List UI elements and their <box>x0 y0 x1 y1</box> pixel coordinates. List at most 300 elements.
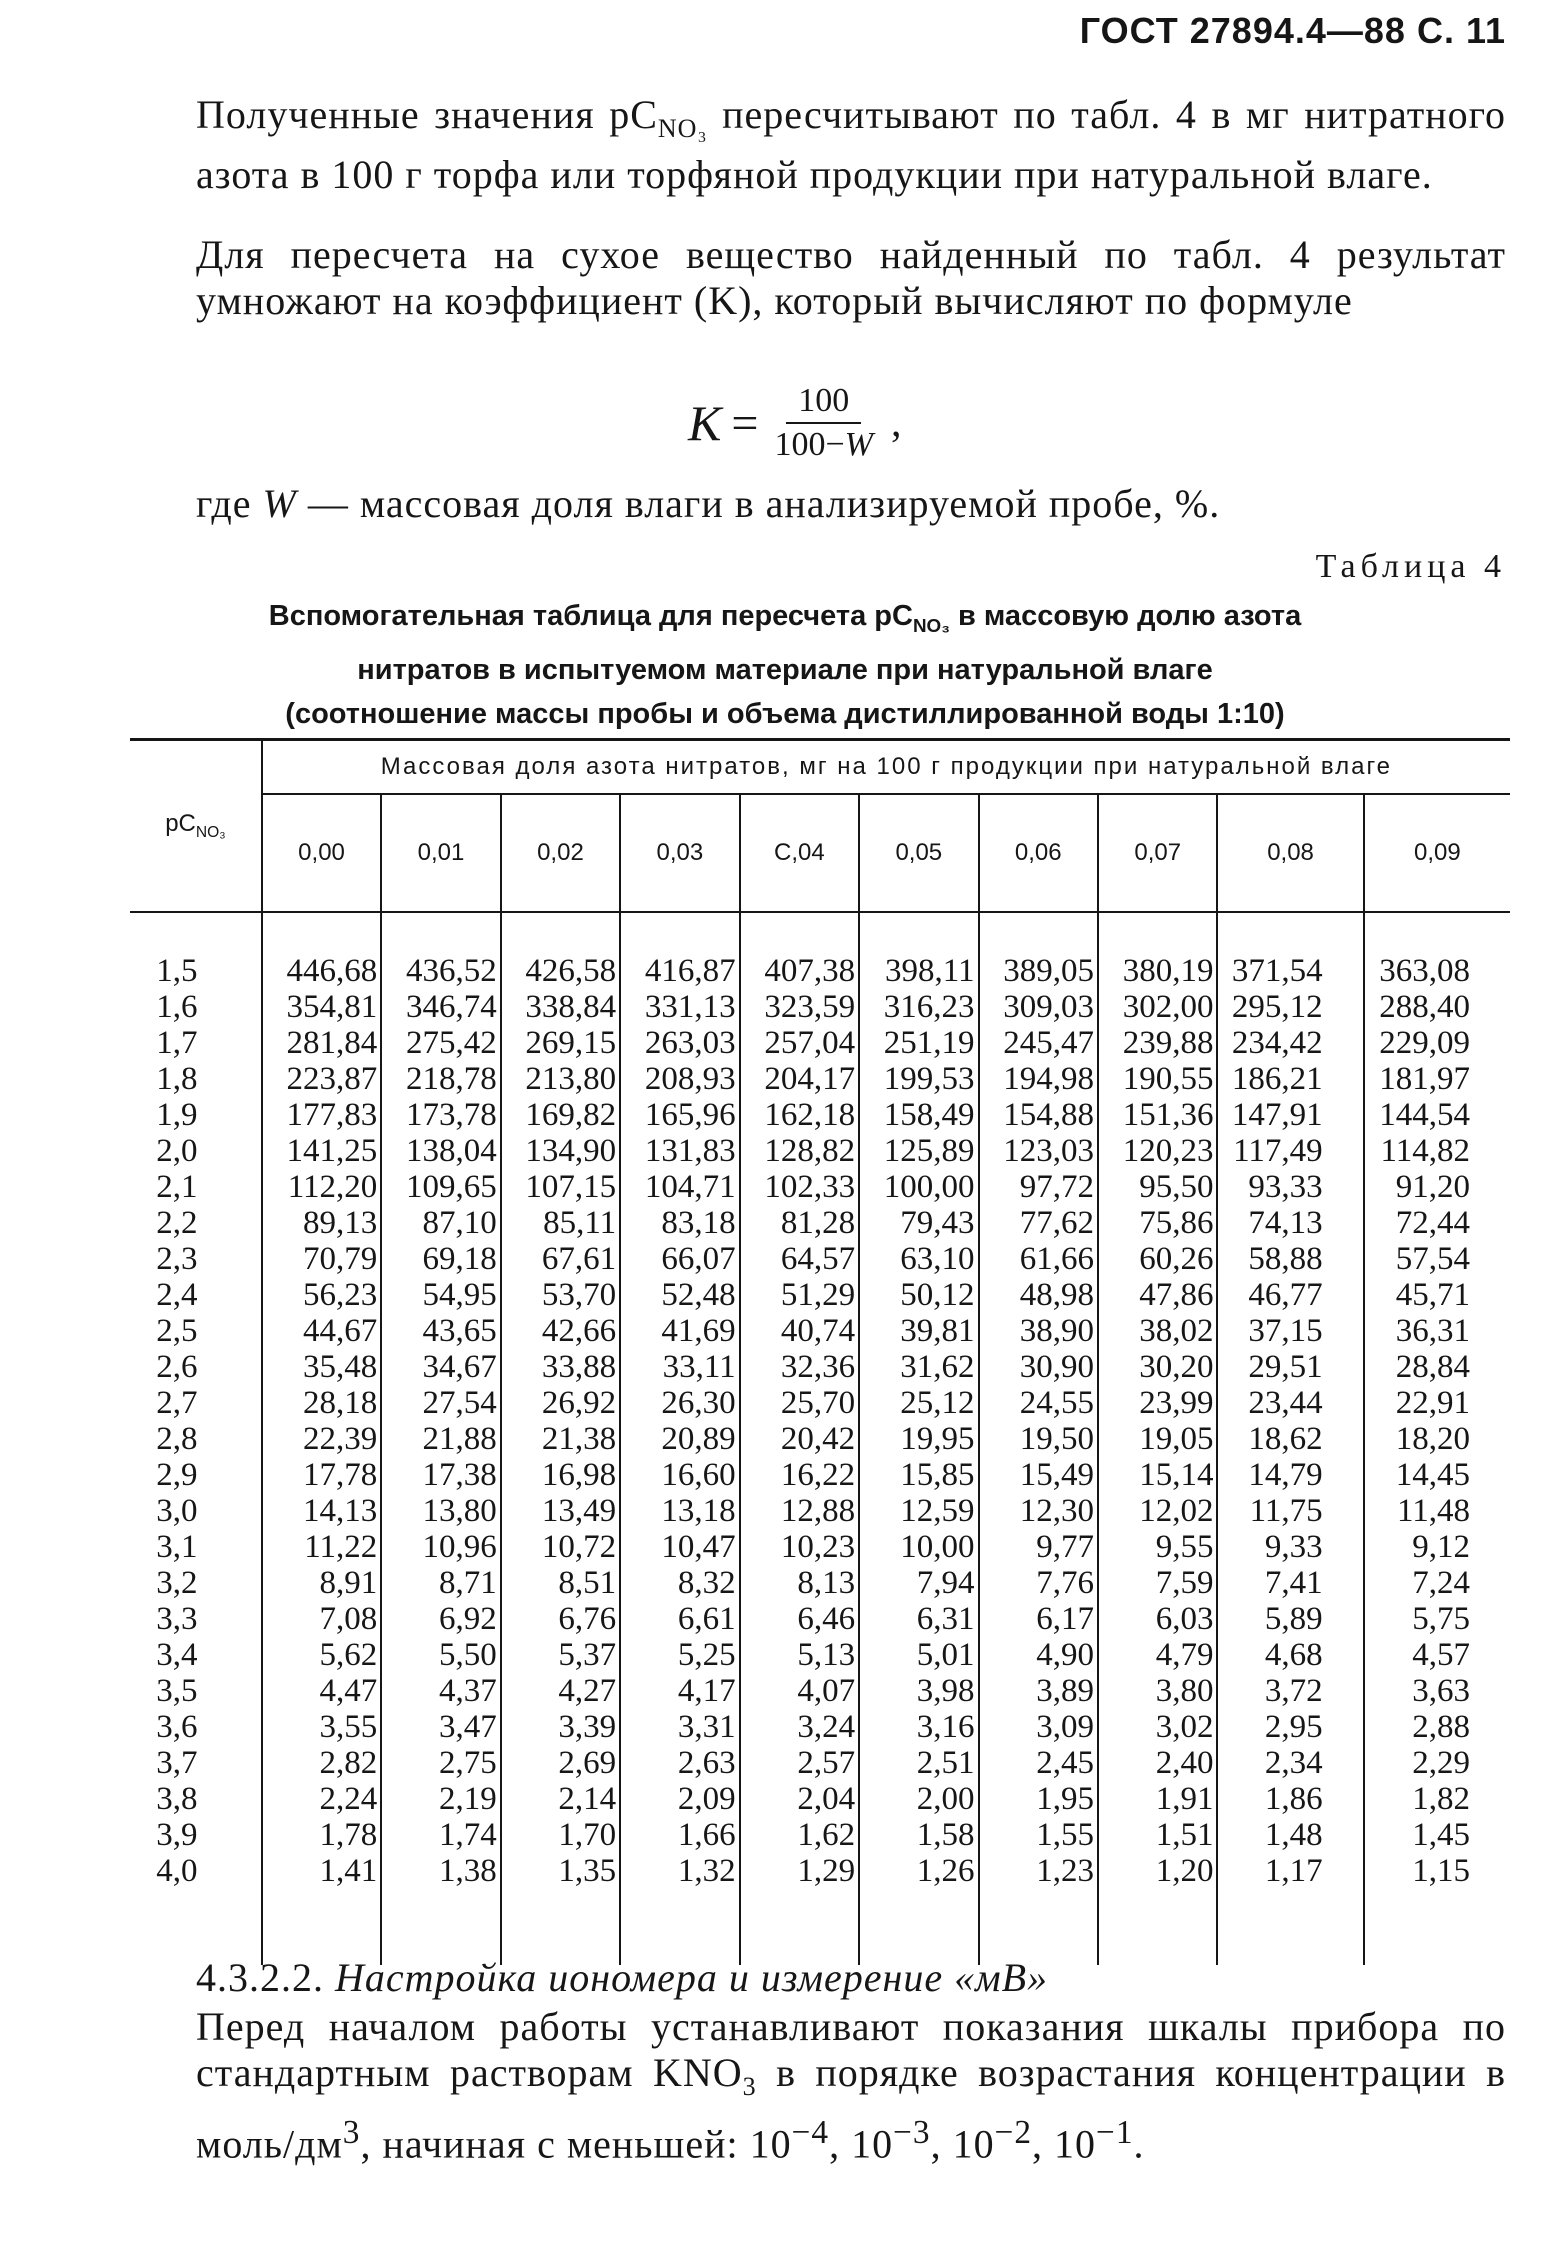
paragraph-text: Перед началом работы устанавливают показания шкалы прибора по стандартным растворам KNO <box>196 2004 1506 2095</box>
table-cell: 61,66 <box>979 1241 1098 1277</box>
table-cell: 2,75 <box>381 1745 500 1781</box>
table-cell: 39,81 <box>859 1313 978 1349</box>
table-row <box>130 1457 1510 1493</box>
table-row <box>130 1637 1510 1673</box>
caption-line-2: нитратов в испытуемом материале при натуральной влаге <box>357 653 1213 686</box>
table-cell: 3,98 <box>859 1673 978 1709</box>
table-cell: 11,48 <box>1364 1493 1510 1529</box>
row-label-pc: 2,6 <box>156 1349 198 1385</box>
table-cell: 7,08 <box>262 1601 381 1637</box>
table-row <box>130 1673 1510 1709</box>
table-cell: 4,07 <box>740 1673 859 1709</box>
table-cell: 158,49 <box>859 1097 978 1133</box>
table-cell: 7,59 <box>1098 1565 1217 1601</box>
table-cell: 18,62 <box>1217 1421 1363 1457</box>
table-cell: 100,00 <box>859 1169 978 1205</box>
table-cell: 93,33 <box>1217 1169 1363 1205</box>
table-cell: 4,17 <box>620 1673 739 1709</box>
table-cell: 190,55 <box>1098 1061 1217 1097</box>
table-cell: 23,44 <box>1217 1385 1363 1421</box>
table-cell: 3,02 <box>1098 1709 1217 1745</box>
table-cell: 52,48 <box>620 1277 739 1313</box>
table-cell: 10,47 <box>620 1529 739 1565</box>
table-cell: 2,29 <box>1364 1745 1510 1781</box>
table-spacer-cell <box>1217 1889 1363 1965</box>
table-cell: 1,20 <box>1098 1853 1217 1889</box>
table-cell: 8,13 <box>740 1565 859 1601</box>
table-cell: 15,49 <box>979 1457 1098 1493</box>
table-cell: 16,22 <box>740 1457 859 1493</box>
table-cell: 16,60 <box>620 1457 739 1493</box>
table-cell: 389,05 <box>979 953 1098 989</box>
table-cell: 91,20 <box>1364 1169 1510 1205</box>
table-cell: 11,22 <box>262 1529 381 1565</box>
table-cell: 141,25 <box>262 1133 381 1169</box>
row-label-pc: 1,5 <box>156 953 198 989</box>
table-cell: 3,72 <box>1217 1673 1363 1709</box>
table-cell: 120,23 <box>1098 1133 1217 1169</box>
table-cell: 426,58 <box>501 953 620 989</box>
table-cell: 4,47 <box>262 1673 381 1709</box>
table-cell: 1,51 <box>1098 1817 1217 1853</box>
table-cell: 245,47 <box>979 1025 1098 1061</box>
table-cell: 19,50 <box>979 1421 1098 1457</box>
table-cell: 14,79 <box>1217 1457 1363 1493</box>
table-cell: 1,45 <box>1364 1817 1510 1853</box>
table-cell: 1,38 <box>381 1853 500 1889</box>
table-row <box>130 1781 1510 1817</box>
table-cell: 131,83 <box>620 1133 739 1169</box>
table-cell: 27,54 <box>381 1385 500 1421</box>
table-cell: 20,42 <box>740 1421 859 1457</box>
table-cell: 1,48 <box>1217 1817 1363 1853</box>
exponent: −4 <box>791 2114 830 2151</box>
table-cell: 19,05 <box>1098 1421 1217 1457</box>
table-cell: 147,91 <box>1217 1097 1363 1133</box>
table-spacer-cell <box>1364 912 1510 953</box>
column-header: 0,08 <box>1217 794 1363 912</box>
row-label-pc: 1,8 <box>156 1061 198 1097</box>
table-cell: 56,23 <box>262 1277 381 1313</box>
row-header-pc <box>130 740 262 913</box>
table-cell: 204,17 <box>740 1061 859 1097</box>
table-cell: 81,28 <box>740 1205 859 1241</box>
table-cell: 223,87 <box>262 1061 381 1097</box>
paragraph-text: , 10 <box>1032 2121 1097 2167</box>
table-cell: 8,51 <box>501 1565 620 1601</box>
table-row <box>130 989 1510 1025</box>
table-cell: 134,90 <box>501 1133 620 1169</box>
column-header: 0,03 <box>620 794 739 912</box>
table-cell: 6,46 <box>740 1601 859 1637</box>
table-cell: 53,70 <box>501 1277 620 1313</box>
table-cell: 15,85 <box>859 1457 978 1493</box>
table-cell: 371,54 <box>1217 953 1363 989</box>
table-cell: 23,99 <box>1098 1385 1217 1421</box>
column-header-row <box>130 794 1510 912</box>
table-cell: 13,80 <box>381 1493 500 1529</box>
caption-text: Вспомогательная таблица для пересчета pC <box>268 600 913 632</box>
table-row <box>130 1025 1510 1061</box>
table-body <box>130 912 1510 1965</box>
formula-equals: = <box>731 396 759 450</box>
row-label-pc: 2,1 <box>156 1169 198 1205</box>
table-cell: 35,48 <box>262 1349 381 1385</box>
table-cell: 309,03 <box>979 989 1098 1025</box>
subscript-3: 3 <box>742 2072 757 2101</box>
row-header-text: pC <box>165 810 196 838</box>
table-cell: 199,53 <box>859 1061 978 1097</box>
table-row <box>130 1601 1510 1637</box>
paragraph-text: в порядке возрастания концентрации в моль/дм <box>196 2050 1506 2167</box>
table-cell: 5,89 <box>1217 1601 1363 1637</box>
table-cell: 5,13 <box>740 1637 859 1673</box>
table-cell: 269,15 <box>501 1025 620 1061</box>
row-label-pc: 3,0 <box>156 1493 198 1529</box>
paragraph-calibration <box>196 2004 1506 2167</box>
paragraph-text: , начиная с меньшей: 10 <box>360 2121 792 2167</box>
table-row <box>130 1817 1510 1853</box>
table-cell: 234,42 <box>1217 1025 1363 1061</box>
row-label-pc: 2,3 <box>156 1241 198 1277</box>
row-label-pc: 3,5 <box>156 1673 198 1709</box>
table-cell: 74,13 <box>1217 1205 1363 1241</box>
table-cell: 37,15 <box>1217 1313 1363 1349</box>
table-cell: 1,86 <box>1217 1781 1363 1817</box>
table-cell: 4,37 <box>381 1673 500 1709</box>
table-cell: 7,24 <box>1364 1565 1510 1601</box>
table-cell: 8,71 <box>381 1565 500 1601</box>
row-label-pc: 3,1 <box>156 1529 198 1565</box>
table-cell: 181,97 <box>1364 1061 1510 1097</box>
table-cell: 1,29 <box>740 1853 859 1889</box>
table-cell: 2,34 <box>1217 1745 1363 1781</box>
table-cell: 363,08 <box>1364 953 1510 989</box>
table-cell: 1,15 <box>1364 1853 1510 1889</box>
table-cell: 69,18 <box>381 1241 500 1277</box>
table-cell: 87,10 <box>381 1205 500 1241</box>
table-cell: 346,74 <box>381 989 500 1025</box>
subsection-number: 4.3.2.2. <box>196 1955 335 2000</box>
table-cell: 3,24 <box>740 1709 859 1745</box>
table-cell: 3,55 <box>262 1709 381 1745</box>
table-cell: 177,83 <box>262 1097 381 1133</box>
table-cell: 7,76 <box>979 1565 1098 1601</box>
table-cell: 12,02 <box>1098 1493 1217 1529</box>
table-cell: 2,88 <box>1364 1709 1510 1745</box>
table-cell: 3,31 <box>620 1709 739 1745</box>
table-cell: 6,03 <box>1098 1601 1217 1637</box>
row-label-pc: 3,7 <box>156 1745 198 1781</box>
where-variable: W <box>262 481 297 526</box>
table-row <box>130 1097 1510 1133</box>
table-cell: 3,47 <box>381 1709 500 1745</box>
table-cell: 60,26 <box>1098 1241 1217 1277</box>
table-cell: 2,14 <box>501 1781 620 1817</box>
column-header: 0,07 <box>1098 794 1217 912</box>
exponent: −1 <box>1096 2114 1134 2151</box>
table-cell: 109,65 <box>381 1169 500 1205</box>
table-cell: 3,16 <box>859 1709 978 1745</box>
exponent: −3 <box>893 2114 931 2151</box>
table-spacer-cell <box>501 912 620 953</box>
table-cell: 72,44 <box>1364 1205 1510 1241</box>
table-cell: 1,95 <box>979 1781 1098 1817</box>
table-cell: 6,92 <box>381 1601 500 1637</box>
table-cell: 4,68 <box>1217 1637 1363 1673</box>
table-cell: 6,61 <box>620 1601 739 1637</box>
row-label-pc: 3,8 <box>156 1781 198 1817</box>
table-cell: 28,18 <box>262 1385 381 1421</box>
table-cell: 3,63 <box>1364 1673 1510 1709</box>
table-cell: 28,84 <box>1364 1349 1510 1385</box>
table-cell: 2,45 <box>979 1745 1098 1781</box>
formula-where <box>196 480 1220 527</box>
page-header: ГОСТ 27894.4—88 С. 11 <box>1079 10 1506 51</box>
row-header-subscript: NO₃ <box>195 823 226 841</box>
table-cell: 104,71 <box>620 1169 739 1205</box>
formula-fraction <box>774 382 873 464</box>
table-cell: 1,35 <box>501 1853 620 1889</box>
row-label-pc: 2,8 <box>156 1421 198 1457</box>
table-cell: 5,37 <box>501 1637 620 1673</box>
table-cell: 41,69 <box>620 1313 739 1349</box>
table-cell: 4,57 <box>1364 1637 1510 1673</box>
table-row <box>130 1529 1510 1565</box>
table-cell: 24,55 <box>979 1385 1098 1421</box>
table-cell: 10,23 <box>740 1529 859 1565</box>
subsection-title: Настройка иономера и измерение «мВ» <box>335 1955 1049 2000</box>
table-cell: 2,95 <box>1217 1709 1363 1745</box>
table-cell: 21,38 <box>501 1421 620 1457</box>
table-cell: 5,62 <box>262 1637 381 1673</box>
table-cell: 29,51 <box>1217 1349 1363 1385</box>
table-cell: 2,09 <box>620 1781 739 1817</box>
table-cell: 5,01 <box>859 1637 978 1673</box>
table-cell: 64,57 <box>740 1241 859 1277</box>
table-cell: 107,15 <box>501 1169 620 1205</box>
row-label-pc: 3,9 <box>156 1817 198 1853</box>
table-cell: 302,00 <box>1098 989 1217 1025</box>
table-cell: 48,98 <box>979 1277 1098 1313</box>
table-cell: 4,27 <box>501 1673 620 1709</box>
table-cell: 1,58 <box>859 1817 978 1853</box>
table-spacer-row <box>130 912 1510 953</box>
table-cell: 1,41 <box>262 1853 381 1889</box>
table-cell: 12,88 <box>740 1493 859 1529</box>
table-cell: 47,86 <box>1098 1277 1217 1313</box>
table-cell: 95,50 <box>1098 1169 1217 1205</box>
where-text: — массовая доля влаги в анализируемой пробе, %. <box>296 481 1221 526</box>
column-header: 0,05 <box>859 794 978 912</box>
table-cell: 1,55 <box>979 1817 1098 1853</box>
paragraph-text: Полученные значения pC <box>196 92 658 137</box>
table-cell: 229,09 <box>1364 1025 1510 1061</box>
table-row <box>130 953 1510 989</box>
table-cell: 338,84 <box>501 989 620 1025</box>
table-cell: 18,20 <box>1364 1421 1510 1457</box>
table-cell: 144,54 <box>1364 1097 1510 1133</box>
table-row <box>130 1421 1510 1457</box>
table-cell: 2,24 <box>262 1781 381 1817</box>
table-cell: 194,98 <box>979 1061 1098 1097</box>
table-cell: 6,17 <box>979 1601 1098 1637</box>
table-cell: 30,20 <box>1098 1349 1217 1385</box>
table-cell: 17,38 <box>381 1457 500 1493</box>
table-cell: 46,77 <box>1217 1277 1363 1313</box>
table-cell: 7,94 <box>859 1565 978 1601</box>
row-label-pc: 2,4 <box>156 1277 198 1313</box>
table-cell: 2,82 <box>262 1745 381 1781</box>
table-cell: 77,62 <box>979 1205 1098 1241</box>
table-cell: 1,32 <box>620 1853 739 1889</box>
table-cell: 7,41 <box>1217 1565 1363 1601</box>
formula-numerator: 100 <box>786 382 861 424</box>
table-cell: 151,36 <box>1098 1097 1217 1133</box>
table-spacer-cell <box>262 912 381 953</box>
conversion-table <box>130 738 1510 1965</box>
superscript-3: 3 <box>342 2114 361 2151</box>
table-cell: 2,57 <box>740 1745 859 1781</box>
table-cell: 50,12 <box>859 1277 978 1313</box>
table-cell: 13,18 <box>620 1493 739 1529</box>
paragraph-recalculation <box>196 92 1506 198</box>
table-cell: 22,39 <box>262 1421 381 1457</box>
table-cell: 3,09 <box>979 1709 1098 1745</box>
table-cell: 446,68 <box>262 953 381 989</box>
table-cell: 2,19 <box>381 1781 500 1817</box>
column-group-header: Массовая доля азота нитратов, мг на 100 г продукции при натуральной влаге <box>262 740 1510 795</box>
table-cell: 2,69 <box>501 1745 620 1781</box>
table-cell: 38,02 <box>1098 1313 1217 1349</box>
table-cell: 19,95 <box>859 1421 978 1457</box>
table-cell: 2,04 <box>740 1781 859 1817</box>
table-cell: 85,11 <box>501 1205 620 1241</box>
table-caption <box>150 594 1420 736</box>
table-cell: 2,00 <box>859 1781 978 1817</box>
table-cell: 63,10 <box>859 1241 978 1277</box>
table-cell: 281,84 <box>262 1025 381 1061</box>
table-cell: 10,72 <box>501 1529 620 1565</box>
table-row <box>130 1349 1510 1385</box>
table-cell: 323,59 <box>740 989 859 1025</box>
caption-line-1 <box>150 594 1420 648</box>
subscript-no3: NO₃ <box>657 114 708 143</box>
table-cell: 40,74 <box>740 1313 859 1349</box>
table-cell: 154,88 <box>979 1097 1098 1133</box>
table-cell: 2,63 <box>620 1745 739 1781</box>
row-label-pc: 3,4 <box>156 1637 198 1673</box>
table-cell: 1,17 <box>1217 1853 1363 1889</box>
table-spacer-cell <box>130 912 262 953</box>
row-label-pc: 3,2 <box>156 1565 198 1601</box>
column-header: 0,02 <box>501 794 620 912</box>
table-cell: 6,76 <box>501 1601 620 1637</box>
paragraph-dry-matter: Для пересчета на сухое вещество найденный по табл. 4 результат умножают на коэффициент (K), который вычисляют по формуле <box>196 232 1506 323</box>
caption-line-3: (соотношение массы пробы и объема дистиллированной воды 1:10) <box>285 697 1285 730</box>
table-cell: 251,19 <box>859 1025 978 1061</box>
table-cell: 114,82 <box>1364 1133 1510 1169</box>
row-label-pc: 2,9 <box>156 1457 198 1493</box>
table-cell: 9,12 <box>1364 1529 1510 1565</box>
column-header: 0,06 <box>979 794 1098 912</box>
row-label-pc: 1,7 <box>156 1025 198 1061</box>
table-cell: 1,66 <box>620 1817 739 1853</box>
table-cell: 58,88 <box>1217 1241 1363 1277</box>
table-cell: 10,00 <box>859 1529 978 1565</box>
table-cell: 44,67 <box>262 1313 381 1349</box>
table-cell: 6,31 <box>859 1601 978 1637</box>
table-cell: 1,82 <box>1364 1781 1510 1817</box>
subsection-heading <box>196 1954 1048 2001</box>
table-row <box>130 1493 1510 1529</box>
table-cell: 3,80 <box>1098 1673 1217 1709</box>
table-row <box>130 1745 1510 1781</box>
table-cell: 38,90 <box>979 1313 1098 1349</box>
table-cell: 117,49 <box>1217 1133 1363 1169</box>
table-cell: 354,81 <box>262 989 381 1025</box>
table-cell: 25,12 <box>859 1385 978 1421</box>
caption-subscript: NO₃ <box>912 614 950 636</box>
table-spacer-cell <box>859 912 978 953</box>
table-cell: 275,42 <box>381 1025 500 1061</box>
table-cell: 208,93 <box>620 1061 739 1097</box>
table-row <box>130 1061 1510 1097</box>
table-cell: 21,88 <box>381 1421 500 1457</box>
table-spacer-cell <box>381 912 500 953</box>
row-label-pc: 4,0 <box>156 1853 198 1889</box>
table-cell: 22,91 <box>1364 1385 1510 1421</box>
table-cell: 26,92 <box>501 1385 620 1421</box>
table-spacer-cell <box>979 912 1098 953</box>
table-cell: 30,90 <box>979 1349 1098 1385</box>
formula-comma: , <box>890 400 902 446</box>
table-spacer-cell <box>1217 912 1363 953</box>
table-row <box>130 1565 1510 1601</box>
caption-text: в массовую долю азота <box>949 600 1302 632</box>
table-cell: 70,79 <box>262 1241 381 1277</box>
formula-lhs: K <box>688 395 722 451</box>
table-cell: 8,91 <box>262 1565 381 1601</box>
table-cell: 16,98 <box>501 1457 620 1493</box>
table-cell: 83,18 <box>620 1205 739 1241</box>
row-label-pc: 1,9 <box>156 1097 198 1133</box>
table-cell: 32,36 <box>740 1349 859 1385</box>
table-cell: 169,82 <box>501 1097 620 1133</box>
table-spacer-cell <box>620 912 739 953</box>
table-row <box>130 1385 1510 1421</box>
table-cell: 5,25 <box>620 1637 739 1673</box>
table-cell: 186,21 <box>1217 1061 1363 1097</box>
table-cell: 67,61 <box>501 1241 620 1277</box>
table-cell: 380,19 <box>1098 953 1217 989</box>
table-cell: 14,13 <box>262 1493 381 1529</box>
table-cell: 112,20 <box>262 1169 381 1205</box>
table-cell: 11,75 <box>1217 1493 1363 1529</box>
table-cell: 66,07 <box>620 1241 739 1277</box>
formula-k <box>688 378 901 468</box>
table-row <box>130 1709 1510 1745</box>
row-label-pc: 2,0 <box>156 1133 198 1169</box>
table-cell: 9,55 <box>1098 1529 1217 1565</box>
table-cell: 138,04 <box>381 1133 500 1169</box>
table-cell: 239,88 <box>1098 1025 1217 1061</box>
table-spacer-cell <box>1098 1889 1217 1965</box>
table-cell: 125,89 <box>859 1133 978 1169</box>
table-cell: 295,12 <box>1217 989 1363 1025</box>
formula-variable-w: W <box>844 426 873 463</box>
table-cell: 15,14 <box>1098 1457 1217 1493</box>
